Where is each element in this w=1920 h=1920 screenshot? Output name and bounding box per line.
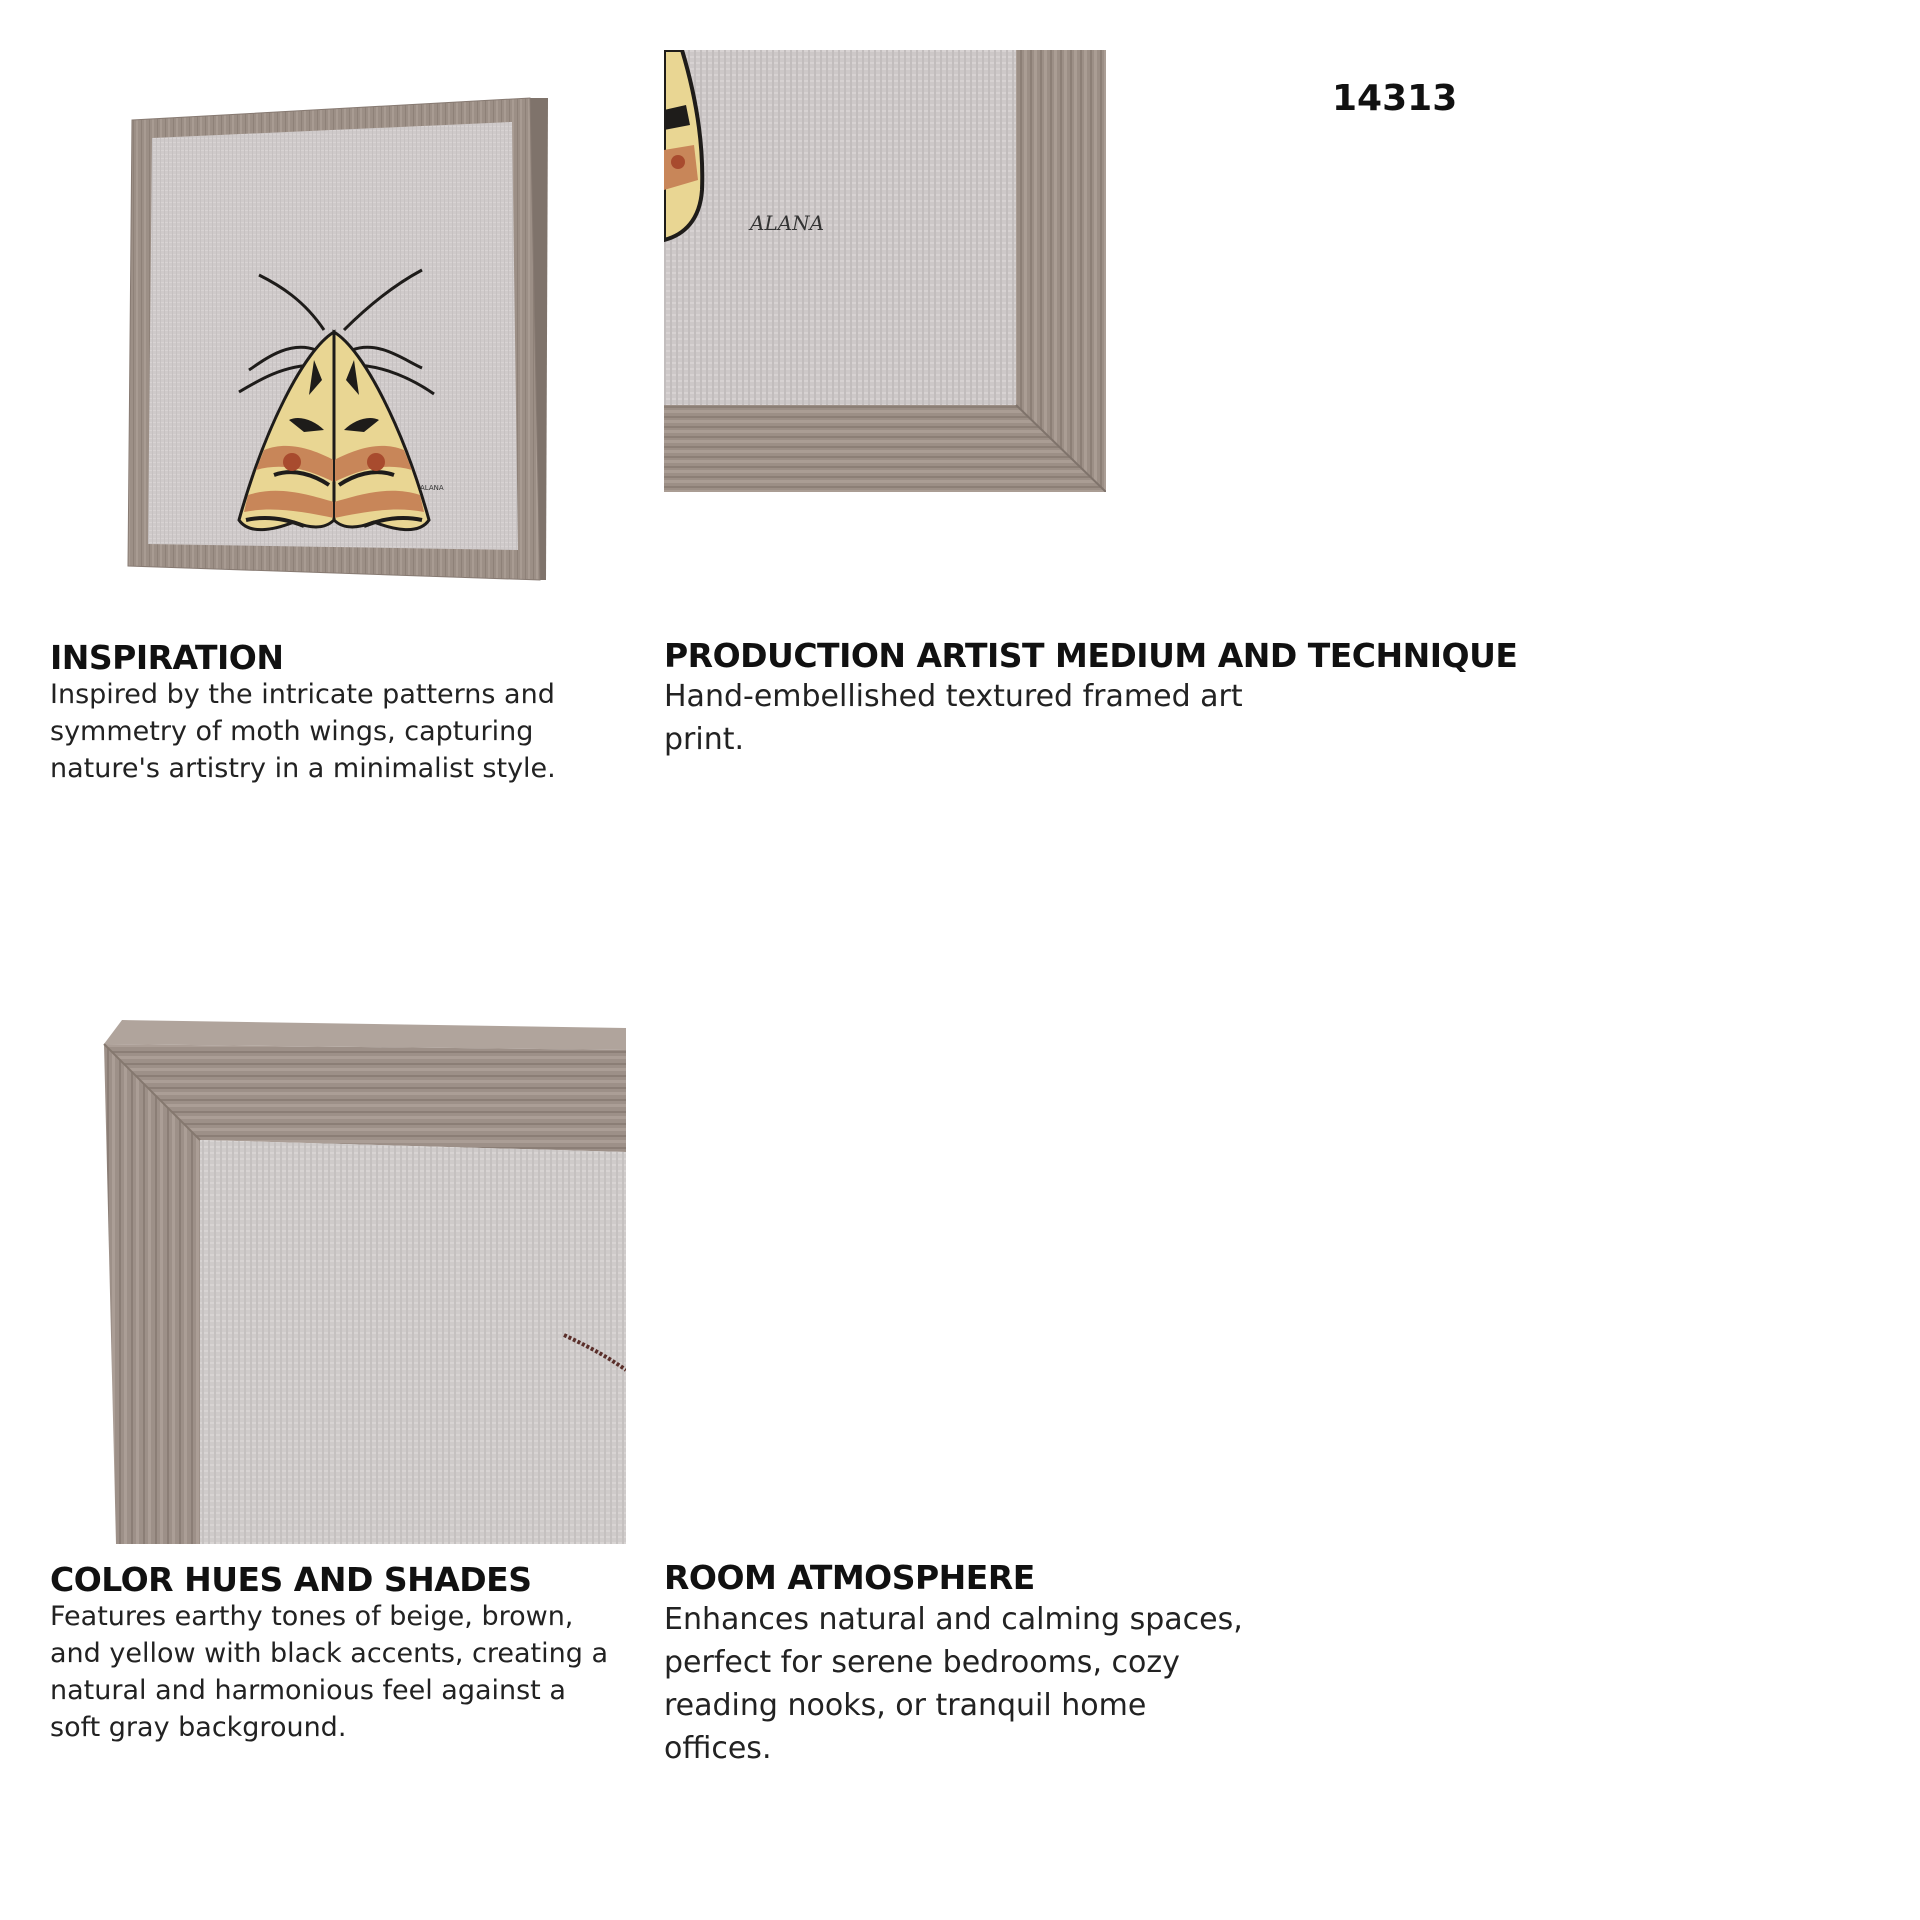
framed-moth-image <box>120 90 560 590</box>
signature-small: ALANA <box>420 484 444 492</box>
room-body: Enhances natural and calming spaces, perfect for serene bedrooms, cozy reading nooks, or tranquil home offices. <box>664 1602 1243 1766</box>
color-body: Features earthy tones of beige, brown, and yellow with black accents, creating a natural and harmonious feel against a soft gray background. <box>50 1601 609 1743</box>
inspiration-body: Inspired by the intricate patterns and symmetry of moth wings, capturing nature's artistry in a minimalist style. <box>50 679 556 784</box>
inspiration-title: INSPIRATION <box>50 638 284 677</box>
production-body: Hand-embellished textured framed art print. <box>664 679 1243 757</box>
frame-side-closeup <box>100 1020 626 1544</box>
room-title: ROOM ATMOSPHERE <box>664 1558 1035 1597</box>
frame-corner-closeup <box>664 50 1106 492</box>
framed-moth-illustration <box>120 90 560 590</box>
signature-closeup: ALANA <box>750 211 825 235</box>
color-title: COLOR HUES AND SHADES <box>50 1560 532 1599</box>
corner-closeup-illustration <box>664 50 1106 492</box>
product-sku: 14313 <box>1332 78 1458 119</box>
production-title: PRODUCTION ARTIST MEDIUM AND TECHNIQUE <box>664 636 1518 675</box>
side-closeup-illustration <box>100 1020 626 1544</box>
